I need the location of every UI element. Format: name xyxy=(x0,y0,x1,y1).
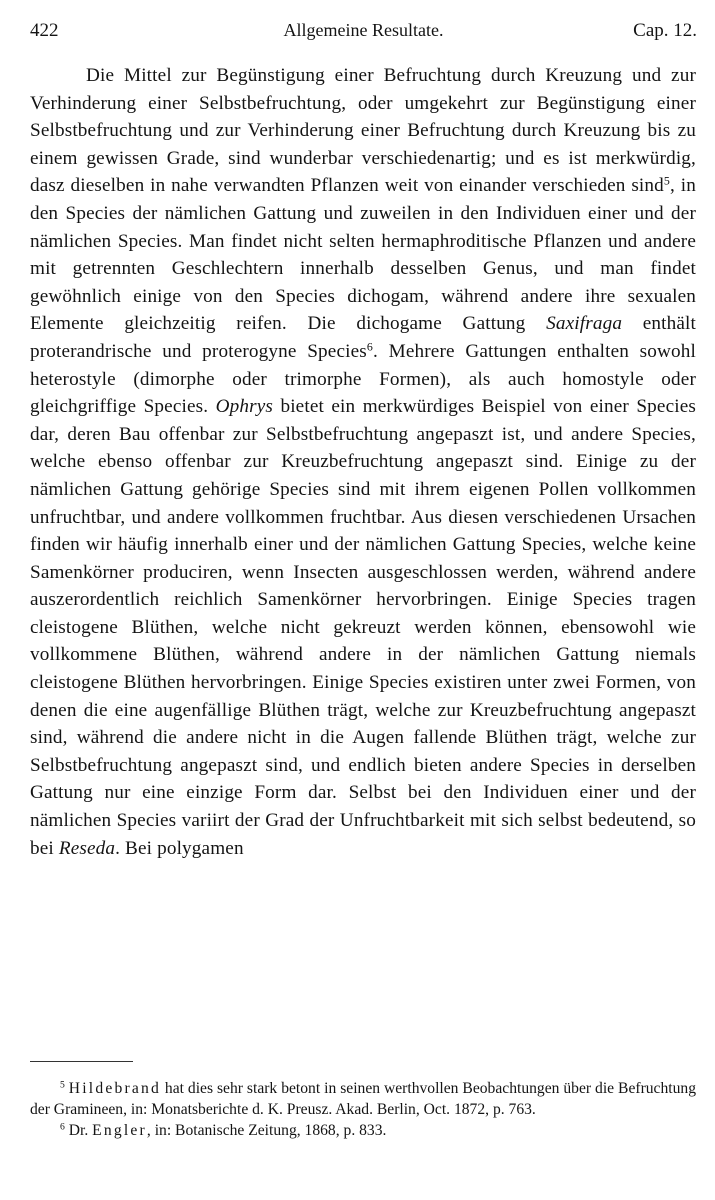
footnote-author: Engler xyxy=(92,1122,147,1139)
paragraph-text-1: Die Mittel zur Begünstigung einer Befruchtung durch Kreuzung und zur Verhinderung einer Selbstbefruchtung, oder umgekehrt zur Begünstigung einer Selbstbefruchtung und zur Verhinderung einer Befruchtung durch Kreuzung bis zu einem gewissen Grade, sind wunderbar verschiedenartig; und es ist merkwürdig, dasz dieselben in nahe verwandten Pflanzen weit von einander verschieden sind xyxy=(30,65,696,197)
footnote-marker: 5 xyxy=(60,1079,65,1091)
paragraph-text-2: , in den Species der nämlichen Gattung und zuweilen in den Individuen einer und der nämlichen Species. Man findet nicht selten hermaphroditische Pflanzen und andere mit getrennten Geschlechtern innerhalb desselben Genus, und man findet gewöhnlich einige von den Species dichogam, während andere ihre sexualen Elemente gleichzeitig reifen. Die dichogame Gattung xyxy=(30,175,696,335)
footnote-text: hat dies sehr stark betont in seinen werthvollen Beobachtungen über die Befruchtung der Gramineen, in: Monatsberichte d. K. Preusz. Akad. Berlin, Oct. 1872, p. 763. xyxy=(30,1080,696,1118)
page-number: 422 xyxy=(30,20,59,41)
footnote-divider xyxy=(30,1061,133,1062)
paragraph-text-5: bietet ein merkwürdiges Beispiel von einer Species dar, deren Bau offenbar zur Selbstbefruchtung angepaszt ist, und andere Species, welche ebenso offenbar zur Kreuzbefruchtung angepaszt sind. Einige zu der nämlichen Gattung gehörige Species sind mit ihrem eigenen Pollen vollkommen unfruchtbar, und andere vollkommen fruchtbar. Aus diesen verschiedenen Ursachen finden wir häufig innerhalb einer und der nämlichen Gattung Species, welche keine Samenkörner produciren, wenn Insecten ausgeschlossen werden, während andere auszerordentlich reichlich Samenkörner hervorbringen. Einige Species tragen cleistogene Blüthen, welche nicht gekreuzt werden können, ebensowohl wie vollkommene Blüthen, während andere in der nämlichen Gattung niemals cleistogene Blüthen hervorbringen. Einige Species existiren unter zwei Formen, von denen die eine augenfällige Blüthen trägt, welche zur Kreuzbefruchtung angepaszt sind, während die andere nicht in die Augen fallende Blüthen trägt, welche zur Selbstbefruchtung angepaszt sind, und endlich bieten andere Species in derselben Gattung nur eine einzige Form dar. Selbst bei den Individuen einer und der nämlichen Species variirt der Grad der Unfruchtbarkeit mit sich selbst bedeutend, so bei xyxy=(30,396,697,859)
footnote-ref-6[interactable]: 6 xyxy=(366,339,373,354)
footnotes xyxy=(30,1078,696,1141)
paragraph-text-6: . Bei polygamen xyxy=(115,837,244,859)
footnote-5 xyxy=(30,1078,696,1120)
chapter-label: Cap. 12. xyxy=(633,20,697,41)
main-paragraph xyxy=(30,62,696,862)
footnote-author: Hildebrand xyxy=(68,1080,161,1097)
paragraph-text-4: . Mehrere Gattungen enthalten sowohl heterostyle (dimorphe oder trimorphe Formen), als auch homostyle oder gleichgriffige Species. xyxy=(30,340,696,418)
footnote-ref-5[interactable]: 5 xyxy=(663,173,671,188)
running-title: Allgemeine Resultate. xyxy=(283,20,444,40)
footnote-prefix: Dr. xyxy=(64,1122,93,1139)
paragraph-text-3: enthält proterandrische und proterogyne Species xyxy=(30,313,696,362)
footnote-6 xyxy=(30,1120,696,1141)
genus-reseda: Reseda xyxy=(58,837,116,859)
footnote-marker: 6 xyxy=(60,1121,65,1133)
running-header xyxy=(30,20,697,50)
footnote-text: , in: Botanische Zeitung, 1868, p. 833. xyxy=(146,1122,387,1139)
genus-ophrys: Ophrys xyxy=(215,396,274,418)
genus-saxifraga: Saxifraga xyxy=(546,313,623,335)
